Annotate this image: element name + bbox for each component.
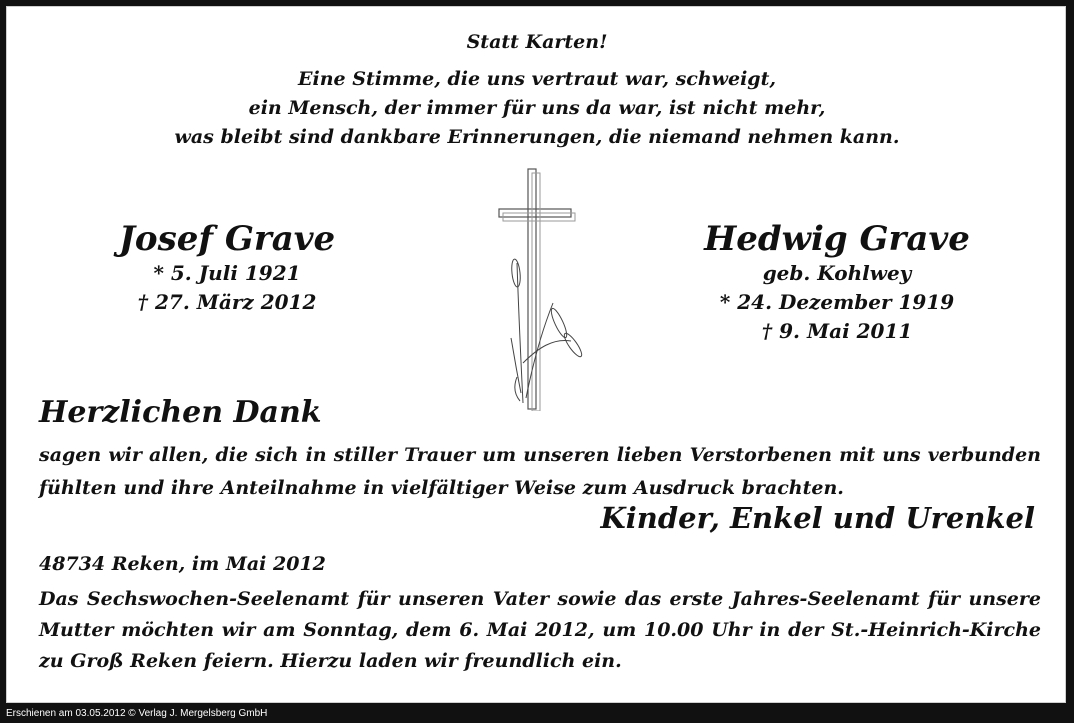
verse [7,65,1067,152]
person-right [647,219,1027,346]
person-left [67,219,387,317]
family-signature: Kinder, Enkel und Urenkel [600,501,1035,535]
cross-with-wheat-icon [493,163,583,411]
death-date: † 27. März 2012 [137,290,317,314]
publication-footer: Erschienen am 03.05.2012 © Verlag J. Mergelsberg GmbH [0,705,1074,723]
maiden-name: geb. Kohlwey [762,261,912,285]
obituary-notice [6,6,1066,703]
notice-heading: Statt Karten! [466,31,608,53]
verse-line: Eine Stimme, die uns vertraut war, schweigt, [298,68,776,90]
birth-date: * 24. Dezember 1919 [719,290,955,314]
thanks-text: sagen wir allen, die sich in stiller Trauer um unseren lieben Verstorbenen mit uns verbunden fühlten und ihre Anteilnahme in vielfältiger Weise zum Ausdruck brachten. [39,444,1041,499]
thanks-title: Herzlichen Dank [39,395,322,430]
birth-date: * 5. Juli 1921 [153,261,301,285]
place-date: 48734 Reken, im Mai 2012 [39,553,326,575]
verse-line: ein Mensch, der immer für uns da war, ist nicht mehr, [248,97,826,119]
verse-line: was bleibt sind dankbare Erinnerungen, die niemand nehmen kann. [174,126,900,148]
death-date: † 9. Mai 2011 [761,319,913,343]
person-name: Hedwig Grave [704,219,970,259]
person-name: Josef Grave [118,219,336,259]
mass-announcement: Das Sechswochen-Seelenamt für unseren Vater sowie das erste Jahres-Seelenamt für unsere Mutter möchten wir am Sonntag, dem 6. Mai 2012, um 10.00 Uhr in der St.-Heinrich-Kirche zu Groß Reken feiern. Hierzu laden wir freundlich ein. [39,588,1041,672]
